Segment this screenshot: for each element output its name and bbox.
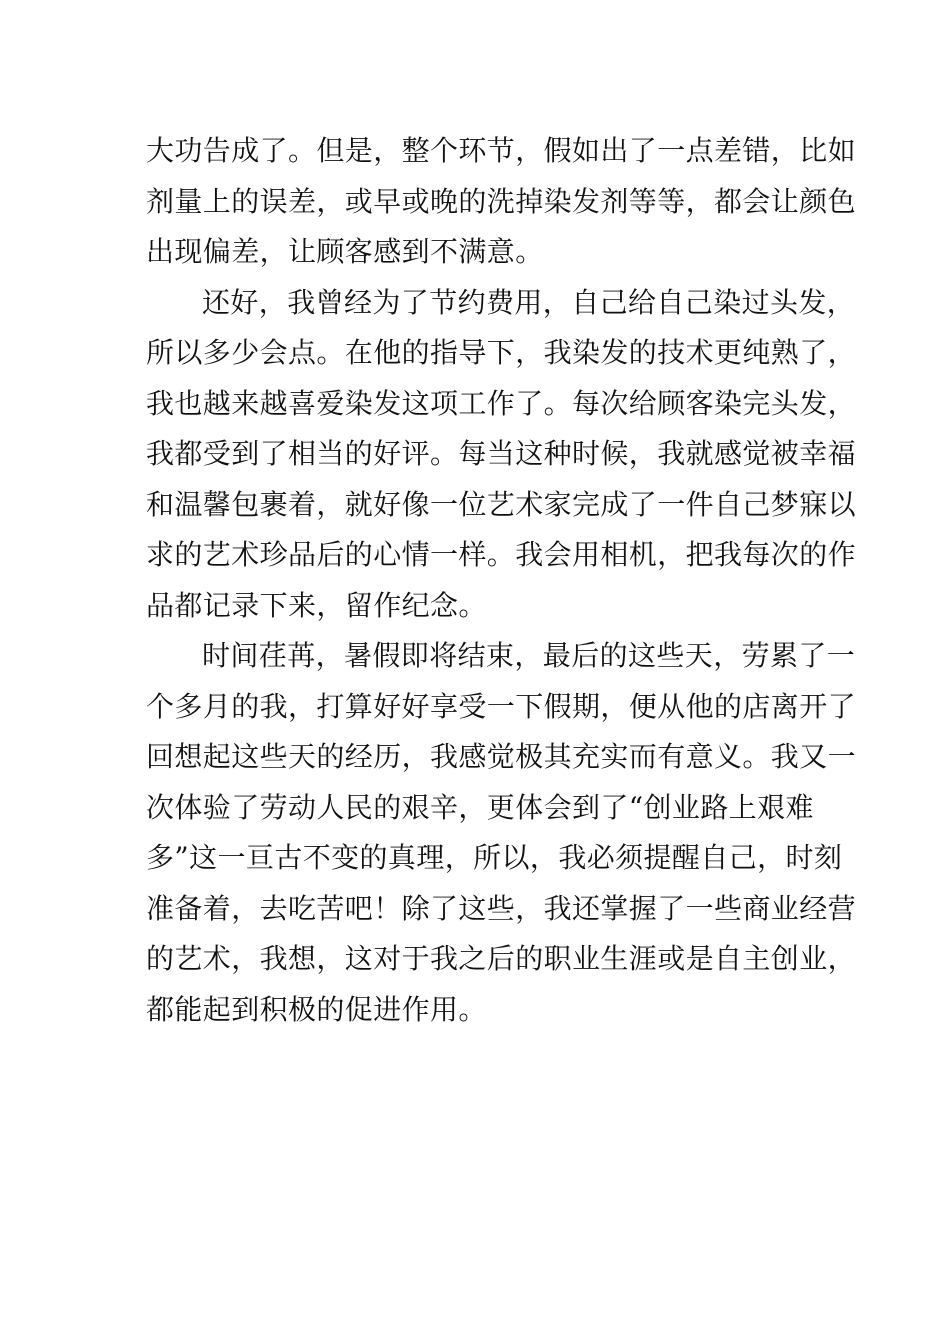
text-line: 我也越来越喜爱染发这项工作了。每次给顾客染完头发， [146, 387, 857, 420]
text-line: 我都受到了相当的好评。每当这种时候，我就感觉被幸福 [146, 437, 857, 470]
text-line: 的艺术，我想，这对于我之后的职业生涯或是自主创业， [146, 942, 857, 975]
text-line: 剂量上的误差，或早或晚的洗掉染发剂等等，都会让颜色 [146, 185, 857, 218]
text-line: 大功告成了。但是，整个环节，假如出了一点差错，比如 [146, 134, 857, 167]
paragraph-first-line: 时间荏苒，暑假即将结束，最后的这些天，劳累了一 [202, 639, 856, 672]
text-line: 次体验了劳动人民的艰辛，更体会到了“创业路上艰难 [146, 791, 814, 824]
text-line: 都能起到积极的促进作用。 [146, 993, 487, 1026]
text-line: 求的艺术珍品后的心情一样。我会用相机，把我每次的作 [146, 538, 857, 571]
paragraph-first-line: 还好，我曾经为了节约费用，自己给自己染过头发， [202, 286, 856, 319]
text-line: 多”这一亘古不变的真理，所以，我必须提醒自己，时刻 [146, 841, 843, 874]
text-line: 出现偏差，让顾客感到不满意。 [146, 235, 544, 268]
text-line: 个多月的我，打算好好享受一下假期，便从他的店离开了 [146, 690, 857, 723]
text-line: 和温馨包裹着，就好像一位艺术家完成了一件自己梦寐以 [146, 488, 857, 521]
text-line: 回想起这些天的经历，我感觉极其充实而有意义。我又一 [146, 740, 857, 773]
text-line: 所以多少会点。在他的指导下，我染发的技术更纯熟了， [146, 336, 857, 369]
text-line: 准备着，去吃苦吧！除了这些，我还掌握了一些商业经营 [146, 892, 857, 925]
text-line: 品都记录下来，留作纪念。 [146, 589, 487, 622]
